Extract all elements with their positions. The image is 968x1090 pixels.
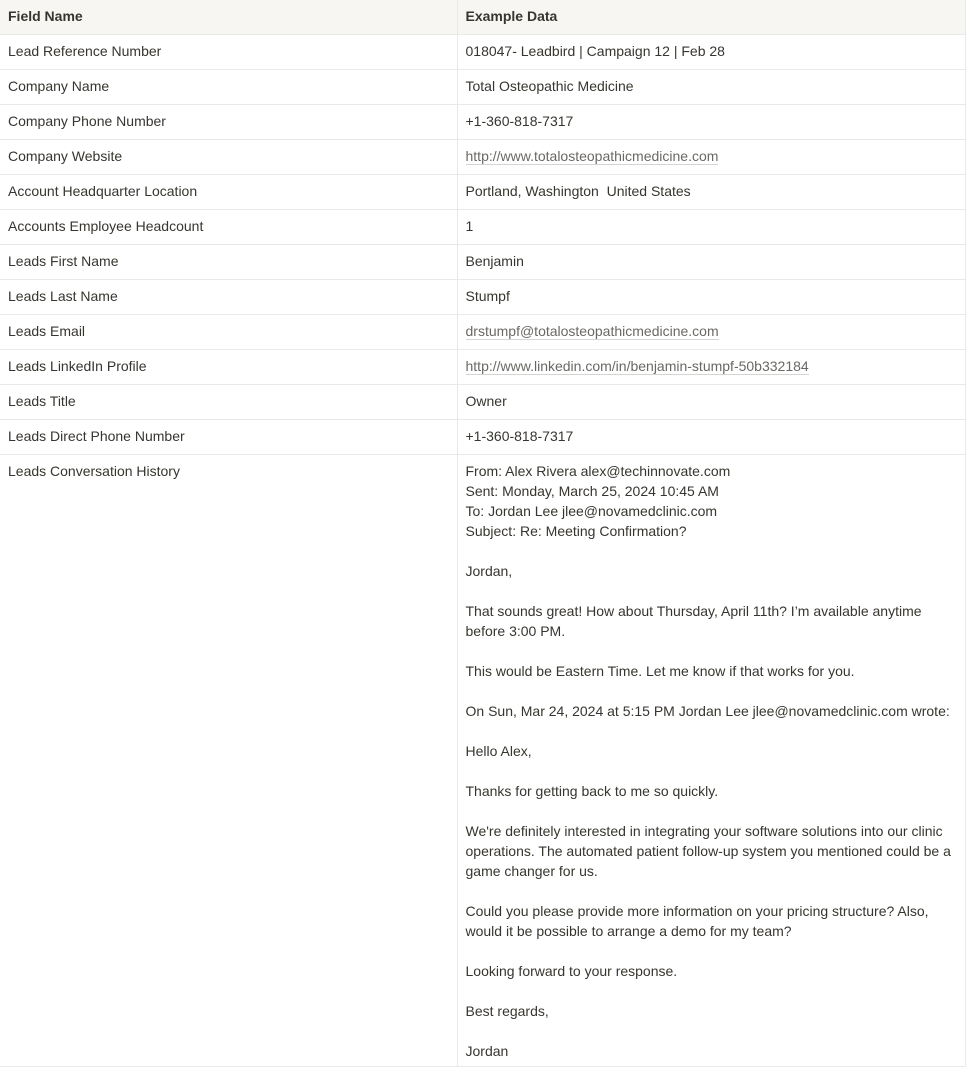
value-cell[interactable]: Stumpf — [457, 280, 965, 315]
email-subject: Subject: Re: Meeting Confirmation? — [465, 523, 687, 539]
conversation-history-cell[interactable] — [457, 455, 965, 1067]
table-row — [0, 315, 965, 350]
field-name-cell[interactable]: Accounts Employee Headcount — [0, 210, 457, 245]
field-name-cell[interactable]: Lead Reference Number — [0, 35, 457, 70]
quoted-email-closing: Best regards, — [465, 1003, 549, 1019]
column-header-field-name[interactable]: Field Name — [0, 0, 457, 35]
email-sent: Sent: Monday, March 25, 2024 10:45 AM — [465, 483, 719, 499]
field-name-cell[interactable]: Company Website — [0, 140, 457, 175]
quoted-email-paragraph: Thanks for getting back to me so quickly. — [465, 783, 719, 799]
table-row — [0, 175, 965, 210]
email-reply-paragraph: This would be Eastern Time. Let me know if that works for you. — [465, 663, 855, 679]
location-text: Portland, Washington United States — [465, 183, 691, 199]
table-row — [0, 350, 965, 385]
field-name-cell[interactable]: Leads LinkedIn Profile — [0, 350, 457, 385]
field-name-cell[interactable]: Company Name — [0, 70, 457, 105]
lead-email-link[interactable]: drstumpf@totalosteopathicmedicine.com — [465, 323, 719, 339]
value-cell[interactable]: Owner — [457, 385, 965, 420]
email-greeting: Jordan, — [465, 563, 513, 579]
quoted-email-paragraph: We're definitely interested in integrating your software solutions into our clinic operations. The automated patient follow-up system you mentioned could be a game changer for us. — [465, 823, 951, 879]
field-name-cell[interactable]: Company Phone Number — [0, 105, 457, 140]
header-row — [0, 0, 965, 35]
email-reply-paragraph: That sounds great! How about Thursday, April 11th? I’m available anytime before 3:00 PM. — [465, 603, 922, 639]
table-row — [0, 70, 965, 105]
table-row — [0, 245, 965, 280]
email-from: From: Alex Rivera alex@techinnovate.com — [465, 463, 731, 479]
value-cell[interactable]: Benjamin — [457, 245, 965, 280]
table-row — [0, 420, 965, 455]
quoted-email-signature: Jordan — [465, 1043, 509, 1059]
value-cell[interactable] — [457, 350, 965, 385]
value-cell[interactable]: +1-360-818-7317 — [457, 105, 965, 140]
quoted-email-greeting: Hello Alex, — [465, 743, 532, 759]
email-header — [466, 461, 957, 541]
field-name-cell[interactable]: Leads Conversation History — [0, 455, 457, 1067]
field-name-cell[interactable]: Leads Last Name — [0, 280, 457, 315]
table-row — [0, 210, 965, 245]
value-cell[interactable]: 018047- Leadbird | Campaign 12 | Feb 28 — [457, 35, 965, 70]
field-name-cell[interactable]: Leads Email — [0, 315, 457, 350]
table-row — [0, 385, 965, 420]
company-website-link[interactable]: http://www.totalosteopathicmedicine.com — [465, 148, 719, 164]
quoted-email-intro: On Sun, Mar 24, 2024 at 5:15 PM Jordan Lee jlee@novamedclinic.com wrote: — [465, 703, 950, 719]
value-cell[interactable] — [457, 140, 965, 175]
field-name-cell[interactable]: Account Headquarter Location — [0, 175, 457, 210]
column-header-example-data[interactable]: Example Data — [457, 0, 965, 35]
quoted-email-paragraph: Looking forward to your response. — [465, 963, 678, 979]
value-cell[interactable]: Total Osteopathic Medicine — [457, 70, 965, 105]
value-cell[interactable]: +1-360-818-7317 — [457, 420, 965, 455]
field-name-cell[interactable]: Leads Title — [0, 385, 457, 420]
table-row — [0, 140, 965, 175]
field-name-cell[interactable]: Leads Direct Phone Number — [0, 420, 457, 455]
table-row — [0, 35, 965, 70]
table-row — [0, 105, 965, 140]
value-cell[interactable] — [457, 175, 965, 210]
value-cell[interactable] — [457, 315, 965, 350]
email-to: To: Jordan Lee jlee@novamedclinic.com — [465, 503, 718, 519]
quoted-email-paragraph: Could you please provide more information on your pricing structure? Also, would it be possible to arrange a demo for my team? — [465, 903, 929, 939]
table-row-conversation — [0, 455, 965, 1067]
linkedin-profile-link[interactable]: http://www.linkedin.com/in/benjamin-stumpf-50b332184 — [465, 358, 809, 374]
value-cell[interactable]: 1 — [457, 210, 965, 245]
field-name-cell[interactable]: Leads First Name — [0, 245, 457, 280]
table-row — [0, 280, 965, 315]
